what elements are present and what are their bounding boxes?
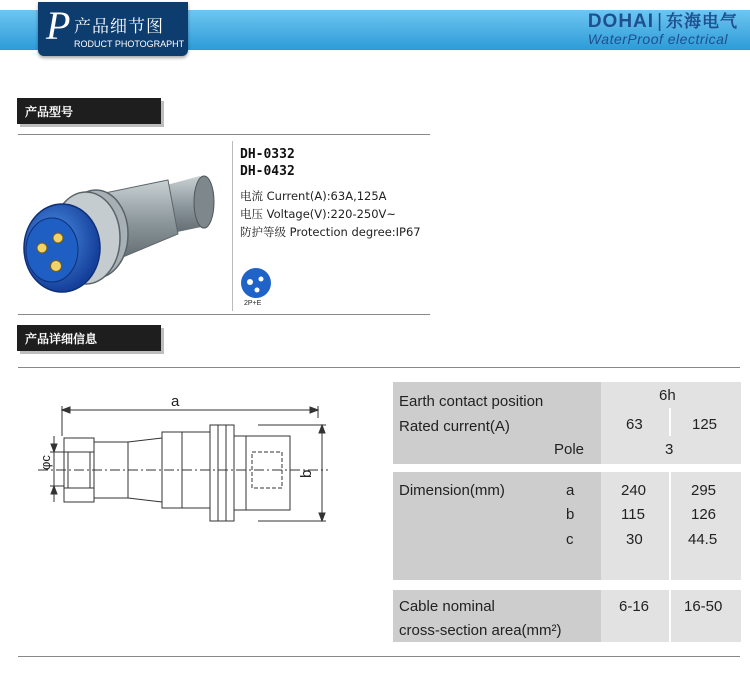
brand-tagline: WaterProof electrical xyxy=(587,31,729,47)
badge-title: 产品细节图 xyxy=(74,17,164,37)
table-dim-c-2: 44.5 xyxy=(688,531,718,548)
dim-label-b: b xyxy=(298,469,315,478)
dimension-drawing xyxy=(28,392,333,532)
divider-vertical xyxy=(232,141,233,311)
socket-pin-icon xyxy=(240,267,272,299)
spec-current: 电流 Current(A):63A,125A xyxy=(240,189,387,203)
brand-name: DOHAI xyxy=(587,11,655,32)
section-header-details xyxy=(17,325,161,351)
model-number-1: DH-0332 xyxy=(240,147,295,162)
badge-letter: P xyxy=(46,3,71,48)
section-header-model xyxy=(17,98,161,124)
table-label-earth-contact: Earth contact position xyxy=(399,393,544,410)
table-dim-key-c: c xyxy=(566,531,574,548)
table-value-earth-contact: 6h xyxy=(659,387,676,404)
table-label-dimension: Dimension(mm) xyxy=(399,482,505,499)
table-dim-a-2: 295 xyxy=(691,482,717,499)
section-title-details: 产品详细信息 xyxy=(25,332,98,346)
drawing-ring xyxy=(210,425,234,521)
table-value-rated-current-1: 63 xyxy=(626,416,643,433)
section-title-model: 产品型号 xyxy=(25,105,74,119)
table-label-cable-2: cross-section area(mm²) xyxy=(399,622,562,639)
table-label-rated-current: Rated current(A) xyxy=(399,418,510,435)
table-label-cable-1: Cable nominal xyxy=(399,598,495,615)
dim-label-a: a xyxy=(171,393,180,410)
table-dim-key-a: a xyxy=(566,482,575,499)
table-value-pole: 3 xyxy=(665,441,674,458)
header-banner xyxy=(0,0,750,60)
model-number-2: DH-0432 xyxy=(240,164,295,179)
divider xyxy=(18,134,430,135)
pin xyxy=(53,233,63,243)
pin xyxy=(37,243,47,253)
section-badge xyxy=(38,2,188,56)
dim-label-c: φc xyxy=(38,455,53,470)
divider xyxy=(18,656,740,657)
table-dim-c-1: 30 xyxy=(626,531,643,548)
divider xyxy=(18,314,430,315)
table-dim-b-2: 126 xyxy=(691,506,717,523)
table-dim-a-1: 240 xyxy=(621,482,647,499)
brand-name-cn: 东海电气 xyxy=(666,12,738,32)
table-dim-key-b: b xyxy=(566,506,575,523)
table-value-cable-1: 6-16 xyxy=(619,598,650,615)
badge-subtitle: RODUCT PHOTOGRAPHT xyxy=(74,39,185,49)
table-label-pole: Pole xyxy=(554,441,585,458)
plug-photo xyxy=(18,168,218,293)
table-value-cable-2: 16-50 xyxy=(684,598,723,615)
brand-logo: DOHAI | 东海电气 WaterProof electrical xyxy=(587,11,738,47)
socket-label: 2P+E xyxy=(244,300,262,307)
divider xyxy=(18,367,740,368)
pin xyxy=(51,261,62,272)
spec-voltage: 电压 Voltage(V):220-250V~ xyxy=(240,207,397,221)
spec-protection: 防护等级 Protection degree:IP67 xyxy=(240,225,421,239)
table-dim-b-1: 115 xyxy=(621,506,645,523)
table-value-rated-current-2: 125 xyxy=(692,416,718,433)
